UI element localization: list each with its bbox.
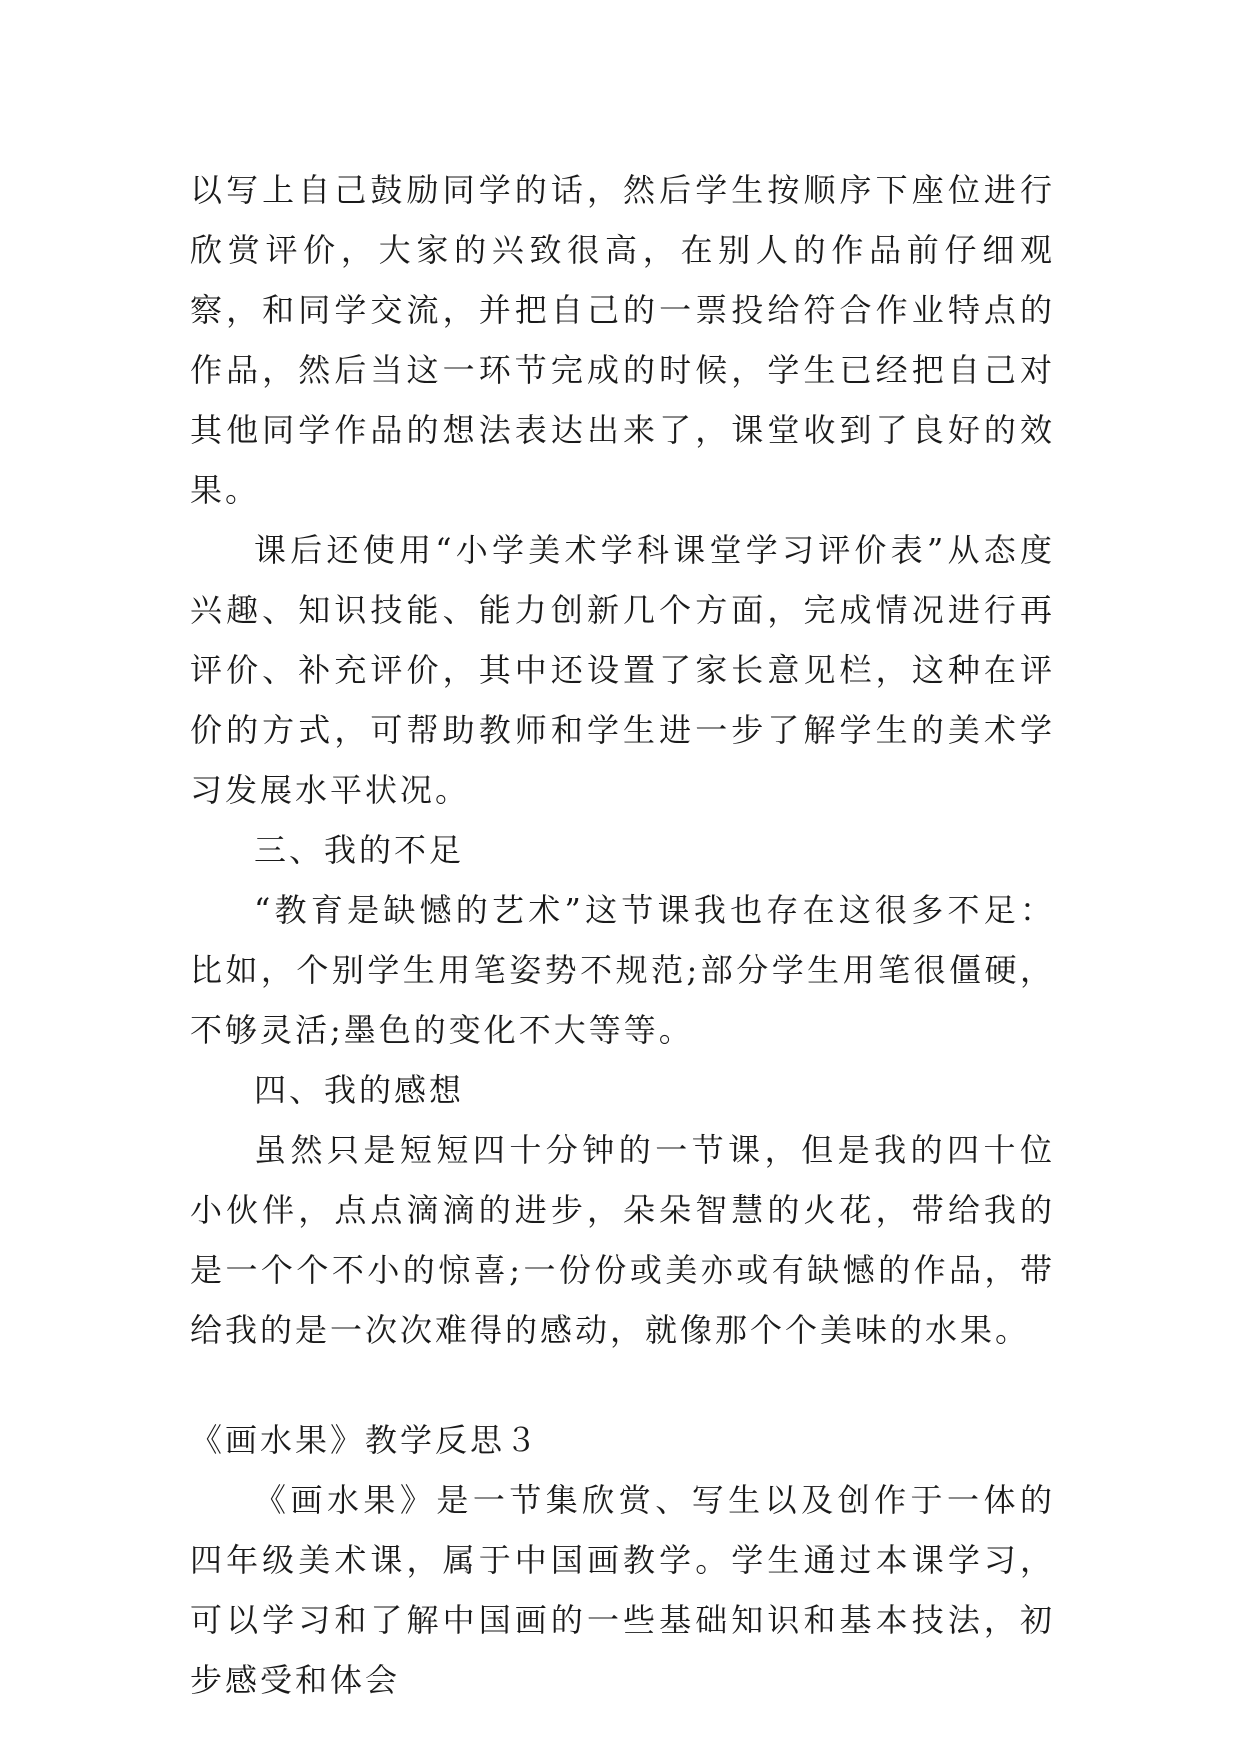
heading-shortcomings: 三、我的不足 <box>254 831 465 869</box>
paragraph-reflections: 虽然只是短短四十分钟的一节课，但是我的四十位小伙伴，点点滴滴的进步，朵朵智慧的火花，带给我的是一个个不小的惊喜;一份份或美亦或有缺憾的作品，带给我的是一次次难得的感动，就像那个个美味的水果。 <box>190 1131 1055 1349</box>
paragraph-evaluation-form: 课后还使用“小学美术学科课堂学习评价表”从态度兴趣、知识技能、能力创新几个方面，完成情况进行再评价、补充评价，其中还设置了家长意见栏，这种在评价的方式，可帮助教师和学生进一步了解学生的美术学习发展水平状况。 <box>190 531 1055 809</box>
paragraph-peer-evaluation: 以写上自己鼓励同学的话，然后学生按顺序下座位进行欣赏评价，大家的兴致很高，在别人的作品前仔细观察，和同学交流，并把自己的一票投给符合作业特点的作品，然后当这一环节完成的时候，学生已经把自己对其他同学作品的想法表达出来了，课堂收到了良好的效果。 <box>190 171 1055 509</box>
paragraph-lesson-intro: 《画水果》是一节集欣赏、写生以及创作于一体的四年级美术课，属于中国画教学。学生通过本课学习，可以学习和了解中国画的一些基础知识和基本技法，初步感受和体会 <box>190 1481 1055 1699</box>
section-title: 《画水果》教学反思３ <box>190 1421 541 1459</box>
document-body <box>190 160 1055 1710</box>
paragraph-shortcomings: “教育是缺憾的艺术”这节课我也存在这很多不足：比如，个别学生用笔姿势不规范;部分学生用笔很僵硬，不够灵活;墨色的变化不大等等。 <box>190 891 1055 1049</box>
heading-reflections: 四、我的感想 <box>254 1071 465 1109</box>
